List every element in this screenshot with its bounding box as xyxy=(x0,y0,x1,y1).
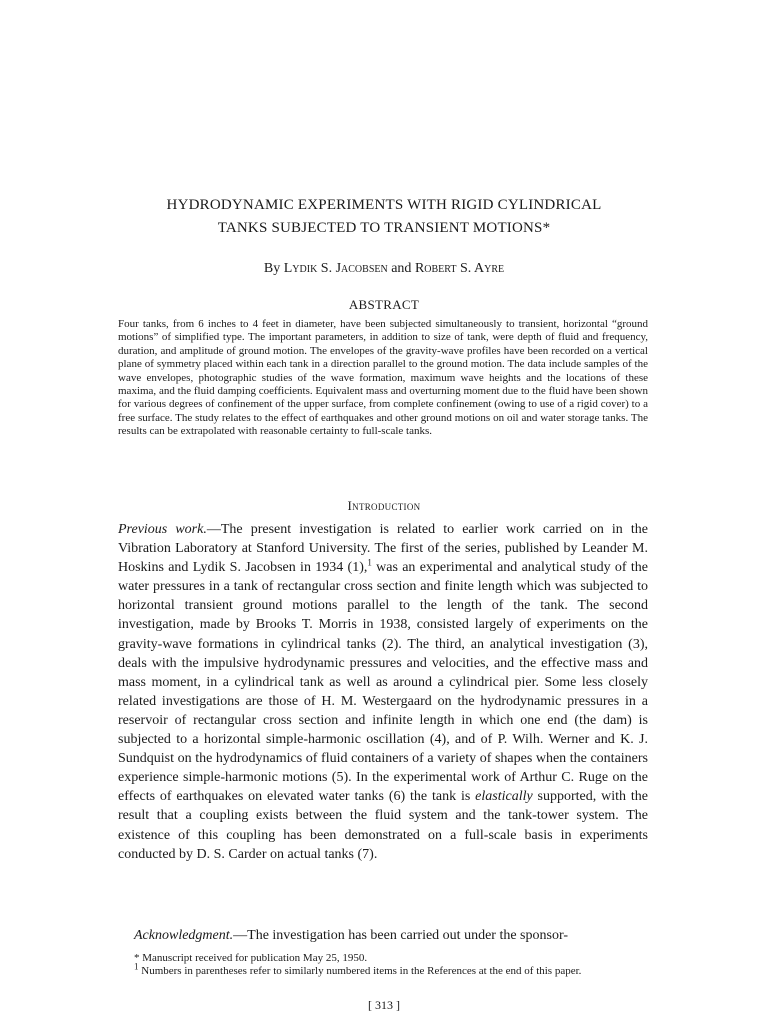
page-number: [ 313 ] xyxy=(368,998,400,1012)
intro-text-part-3: supported, with the result that a coupling exists between the fluid system and the tank-tower system. The existence of this coupling has been demonstrated on a full-scale basis in experiments conducted by D. S. Carder on actual tanks (7). xyxy=(118,789,648,862)
byline-and: and xyxy=(387,261,415,276)
title-line-2: TANKS SUBJECTED TO TRANSIENT MOTIONS* xyxy=(217,220,551,236)
footnote-2-text: Numbers in parentheses refer to similarly numbered items in the References at the end of this paper. xyxy=(138,965,582,977)
abstract-text: Four tanks, from 6 inches to 4 feet in diameter, have been subjected simultaneously to transient, horizontal “ground motions” of simplified type. The important parameters, in addition to size of tank, were depth of fluid and frequency, duration, and amplitude of ground motion. The envelopes of the gravity-wave profiles have been recorded on a vertical plane of symmetry placed within each tank in a direction parallel to the ground motion. The data include samples of the wave envelopes, photographic studies of the wave formation, maximum wave heights and the locations of these maxima, and the fluid damping coefficients. Equivalent mass and overturning moment due to the fluid have been shown for various degrees of confinement of the upper surface, from complete confinement (owing to use of a rigid cover) to a free surface. The study relates to the effect of earthquakes and other ground motions on oil and water storage tanks. The results can be extrapolated with reasonable certainty to full-scale tanks. xyxy=(118,318,648,438)
author-ayre-first: obert xyxy=(424,261,457,276)
previous-work-lead: Previous work. xyxy=(118,522,207,537)
footnote-ref-1: 1 xyxy=(367,557,372,568)
author-byline xyxy=(80,260,688,278)
introduction-paragraph xyxy=(118,520,648,864)
author-ayre xyxy=(415,261,504,276)
acknowledgment-lead: Acknowledgment. xyxy=(134,928,234,943)
byline-by: By xyxy=(263,261,281,276)
author-jacobsen-first: ydik xyxy=(292,261,318,276)
title-line-1: HYDRODYNAMIC EXPERIMENTS WITH RIGID CYLINDRICAL xyxy=(166,197,602,213)
abstract-heading: ABSTRACT xyxy=(348,297,420,312)
author-jacobsen xyxy=(284,261,388,276)
elastically-emphasis: elastically xyxy=(475,789,533,805)
author-jacobsen-initial: L xyxy=(283,261,293,276)
footnote-manuscript: * Manuscript received for publication May 25, 1950. xyxy=(134,952,368,964)
introduction-heading: Introduction xyxy=(347,498,421,513)
intro-text-part-2: was an experimental and analytical study of the water pressures in a tank of rectangular cross section and finite length which was subjected to horizontal transient ground motions parallel to the length of the tank. The second investigation, made by Brooks T. Morris in 1938, consisted largely of experiments on the gravity-wave formations in cylindrical tanks (2). The third, an analytical investigation (3), deals with the impulsive hydrodynamic pressures and velocities, and the effective mass and mass moment, in a cylindrical tank as well as around a cylindrical pier. Some less closely related investigations are those of H. M. Westergaard on the hydrodynamic pressures in a reservoir of rectangular cross section and infinite length in which one end (the dam) is subjected to a horizontal simple-harmonic oscillation (4), and of P. Wilh. Werner and K. J. Sundquist on the hydrodynamics of fluid containers of a variety of shapes when the containers experience simple-harmonic motions (5). In the experimental work of Arthur C. Ruge on the effects of earthquakes on elevated water tanks (6) the tank is xyxy=(118,560,648,805)
author-jacobsen-last: acobsen xyxy=(341,261,388,276)
footnote-numbers xyxy=(118,961,648,978)
intro-text-part-1: —The present investigation is related to earlier work carried on in the Vibration Laboratory at Stanford University. The first of the series, published by Leander M. Hoskins and Lydik S. Jacobsen in 1934 (1), xyxy=(118,522,648,576)
author-jacobsen-mid: S. J xyxy=(317,261,342,276)
acknowledgment-text: —The investigation has been carried out under the sponsor- xyxy=(233,928,568,943)
paper-title xyxy=(80,194,688,240)
author-ayre-mid: S. A xyxy=(456,261,485,276)
acknowledgment-paragraph xyxy=(118,926,648,945)
author-ayre-last: yre xyxy=(484,261,505,276)
author-ayre-initial: R xyxy=(414,261,425,276)
footnote-2-marker: 1 xyxy=(134,961,139,972)
